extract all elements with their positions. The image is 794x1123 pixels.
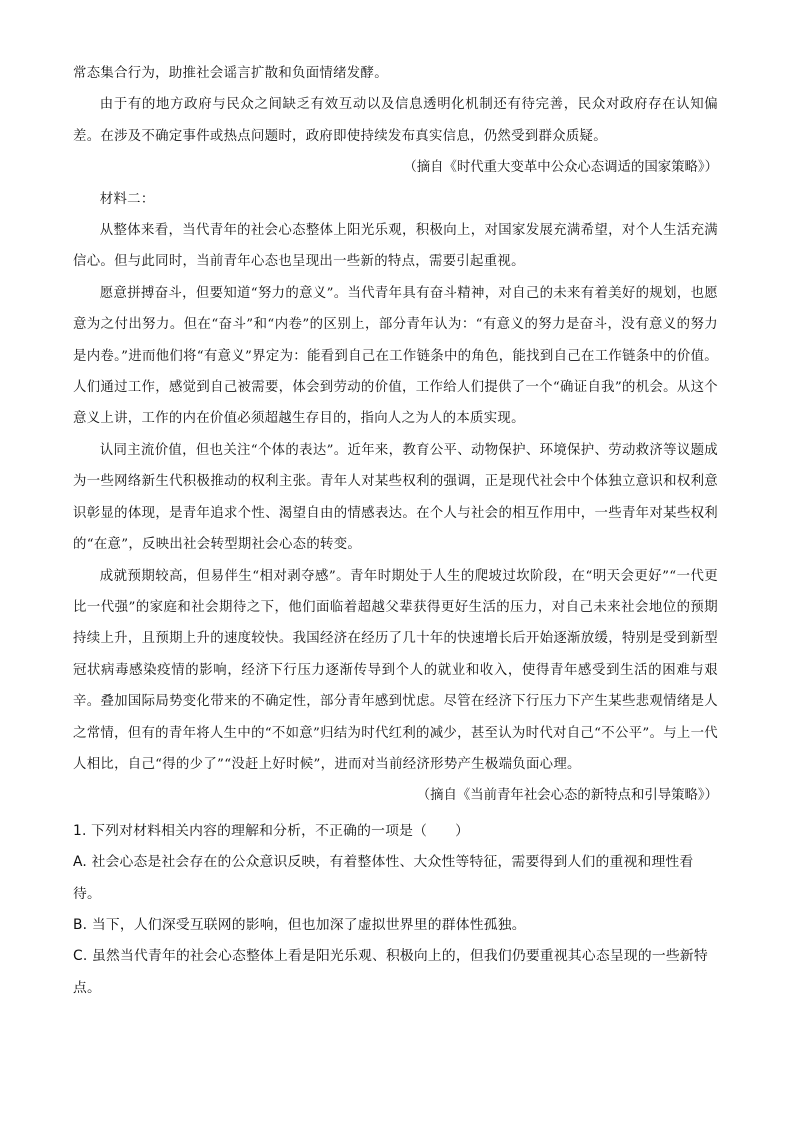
- material2-paragraph-2: 愿意拼搏奋斗，但要知道“努力的意义”。当代青年具有奋斗精神，对自己的未来有着美好的规划，也愿意为之付出努力。但在“奋斗”和“内卷”的区别上，部分青年认为：“有意义的努力是奋斗，没有意义的努力是内卷。”进而他们将“有意义”界定为：能看到自己在工作链条中的角色，能找到自己在工作链条中的价值。人们通过工作，感觉到自己被需要，体会到劳动的价值，工作给人们提供了一个“确证自我”的机会。从这个意义上讲，工作的内在价值必须超越生存目的，指向人之为人的本质实现。: [73, 285, 718, 427]
- material1-paragraph-tail: 常态集合行为，助推社会谣言扩散和负面情绪发酵。: [73, 66, 388, 81]
- material2-paragraph-4: 成就预期较高，但易伴生“相对剥夺感”。青年时期处于人生的爬坡过坎阶段，在“明天会更好”“一代更比一代强”的家庭和社会期待之下，他们面临着超越父辈获得更好生活的压力，对自己未来社会地位的预期持续上升，且预期上升的速度较快。我国经济在经历了几十年的快速增长后开始逐渐放缓，特别是受到新型冠状病毒感染疫情的影响，经济下行压力逐渐传导到个人的就业和收入，使得青年感受到生活的困难与艰辛。叠加国际局势变化带来的不确定性，部分青年感到忧虑。尽管在经济下行压力下产生某些悲观情绪是人之常情，但有的青年将人生中的“不如意”归结为时代红利的减少，甚至认为时代对自己“不公平”。与上一代人相比，自己“得的少了”“没赶上好时候”，进而对当前经济形势产生极端负面心理。: [73, 568, 718, 772]
- option-b: B. 当下，人们深受互联网的影响，但也加深了虚拟世界里的群体性孤独。: [73, 916, 526, 933]
- option-a: A. 社会心态是社会存在的公众意识反映，有着整体性、大众性等特征，需要得到人们的重视和理性看待。: [73, 854, 694, 902]
- question-stem: 1. 下列对材料相关内容的理解和分析，不正确的一项是（ ）: [73, 822, 470, 839]
- material2-source: （摘自《当前青年社会心态的新特点和引导策略》）: [416, 788, 718, 804]
- material2-paragraph-1: 从整体来看，当代青年的社会心态整体上阳光乐观，积极向上，对国家发展充满希望，对个人生活充满信心。但与此同时，当前青年心态也呈现出一些新的特点，需要引起重视。: [73, 223, 718, 270]
- material1-paragraph-2: 由于有的地方政府与民众之间缺乏有效互动以及信息透明化机制还有待完善，民众对政府存在认知偏差。在涉及不确定事件或热点问题时，政府即使持续发布真实信息，仍然受到群众质疑。: [73, 97, 718, 144]
- material1-source: （摘自《时代重大变革中公众心态调适的国家策略》）: [403, 160, 718, 176]
- material2-heading: 材料二：: [99, 191, 155, 207]
- document-page: [73, 58, 718, 1004]
- material2-paragraph-3: 认同主流价值，但也关注“个体的表达”。近年来，教育公平、动物保护、环境保护、劳动救济等议题成为一些网络新生代积极推动的权利主张。青年人对某些权利的强调，正是现代社会中个体独立意识和权利意识彰显的体现，是青年追求个性、渴望自由的情感表达。在个人与社会的相互作用中，一些青年对某些权利的“在意”，反映出社会转型期社会心态的转变。: [73, 442, 718, 553]
- option-c: C. 虽然当代青年的社会心态整体上看是阳光乐观、积极向上的，但我们仍要重视其心态呈现的一些新特点。: [73, 948, 708, 996]
